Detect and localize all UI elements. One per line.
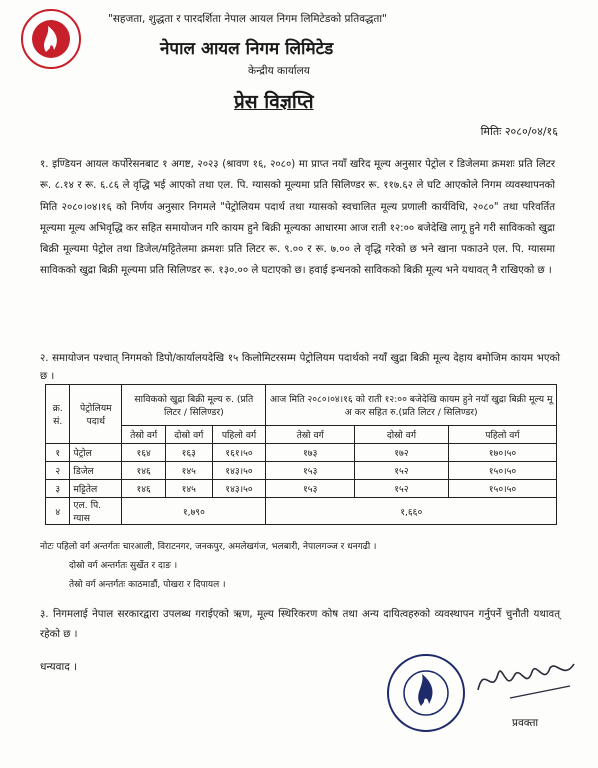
handwritten-signature — [470, 646, 580, 706]
paragraph-new-prices: २. समायोजन पश्चात् निगमको डिपो/कार्यालयदेखि १५ किलोमिटरसम्म पेट्रोलियम पदार्थको नयाँ खुद्रा बिक्री मूल्य देहाय बमोजिम कायम भएको छ । — [40, 353, 560, 382]
row-old-lpg: १,७९० — [122, 498, 266, 525]
row-product: पेट्रोल — [70, 444, 122, 462]
row-new-grade2: १५२ — [354, 462, 448, 480]
grade-2-header: दोस्रो वर्ग — [354, 426, 448, 444]
release-date: मितिः २०८०/०४/१६ — [480, 125, 558, 138]
table-row — [46, 498, 557, 525]
note-line-1: नोटः पहिलो वर्ग अन्तर्गतः चारआली, विराटनगर, जनकपुर, अमलेखगंज, भलबारी, नेपालगञ्ज र धनगढी । — [40, 542, 377, 552]
grade-1-header: पहिलो वर्ग — [448, 426, 556, 444]
spokesperson-label: प्रवक्ता — [512, 717, 539, 729]
note-line-2: दोस्रो वर्ग अन्तर्गतः सुर्खेत र दाङ । — [69, 561, 178, 571]
row-new-grade2: १५२ — [354, 480, 448, 498]
row-product: डिजेल — [70, 462, 122, 480]
row-new-grade1: १५०।५० — [448, 462, 556, 480]
grade-3-header: तेस्रो वर्ग — [122, 426, 166, 444]
row-old-grade3: १४६ — [122, 480, 166, 498]
row-old-grade2: १४५ — [166, 480, 213, 498]
paragraph-challenges: ३. निगमलाई नेपाल सरकारद्वारा उपलब्ध गराईएको ऋण, मूल्य स्थिरिकरण कोष तथा अन्य दायित्वहरुको व्यवस्थापन गर्नुपर्ने चुनौती यथावत् रहेको छ । — [40, 609, 560, 640]
col-header-old-price: साविकको खुद्रा बिक्री मूल्य रु. (प्रति लिटर / सिलिण्डर) — [122, 385, 266, 426]
row-old-grade1: १४३।५० — [212, 462, 266, 480]
org-name: नेपाल आयल निगम लिमिटेड — [160, 39, 334, 59]
row-new-grade3: १५३ — [266, 480, 355, 498]
page-title: प्रेस विज्ञप्ति — [234, 91, 314, 113]
row-new-grade1: १७०।५० — [448, 444, 556, 462]
grade-note — [40, 538, 376, 595]
row-new-grade2: १७२ — [354, 444, 448, 462]
col-header-sn: क्र. सं. — [46, 385, 70, 444]
row-sn: ४ — [46, 498, 70, 525]
col-header-new-price: आज मिति २०८०।०४।१६ को राती १२:०० बजेदेखि कायम हुने नयाँ खुद्रा बिक्री मूल्य मू अ कर सहित रु.(प्रति लिटर / सिलिण्डर) — [266, 385, 557, 426]
price-table — [45, 384, 557, 525]
org-tagline: "सहजता, शुद्धता र पारदर्शिता नेपाल आयल निगम लिमिटेडको प्रतिवद्धता" — [108, 13, 387, 25]
grade-1-header: पहिलो वर्ग — [212, 426, 266, 444]
office-name: केन्द्रीय कार्यालय — [248, 65, 310, 77]
row-new-grade3: १५३ — [266, 462, 355, 480]
row-old-grade1: १४३।५० — [212, 480, 266, 498]
paragraph-price-revision: १. इण्डियन आयल कर्पोरेसनबाट १ अगष्ट, २०२३ (श्रावण १६, २०८०) मा प्राप्त नयाँ खरिद मूल्य अनुसार पेट्रोल र डिजेलमा क्रमशः प्रति लिटर रू. ८.१४ र रू. ६.८६ ले वृद्धि भई आएको तथा एल. पि. ग्यासको मूल्यमा प्रति सिलिण्डर रू. ११७.६२ ले घटि आएकोले निगम व्यवस्थापनको मिति २०८०।०४।१६ को निर्णय अनुसार निगमले "पेट्रोलियम पदार्थ तथा ग्यासको स्वचालित मूल्य प्रणाली कार्यविधि, २०८०" तथा परिवर्तित मूल्यमा मूल्य अभिवृद्धि कर सहित समायोजन गरि कायम हुने बिक्री मूल्यका आधारमा आज राती १२:०० बजेदेखि लागू हुने गरी साविकको खुद्रा बिक्री मूल्यमा पेट्रोल तथा डिजेल/मट्टितेलमा क्रमशः प्रति लिटर रू. ९.०० र रू. ७.०० ले वृद्धि गरेको छ भने खाना पकाउने एल. पि. ग्यासमा साविकको खुद्रा बिक्री मूल्यमा प्रति सिलिण्डर रू. १३०.०० ले घटाएको छ। हवाई इन्धनको साविकको बिक्री मूल्य भने यथावत् नै राखिएको छ । — [40, 159, 555, 277]
table-row — [46, 480, 557, 498]
row-old-grade2: १६३ — [166, 444, 213, 462]
thanks-text: धन्यवाद । — [40, 661, 78, 673]
grade-2-header: दोस्रो वर्ग — [166, 426, 213, 444]
row-old-grade2: १४५ — [166, 462, 213, 480]
official-seal-icon — [385, 652, 467, 734]
col-header-product: पेट्रोलियम पदार्थ — [70, 385, 122, 444]
table-row — [46, 444, 557, 462]
row-old-grade3: १४६ — [122, 462, 166, 480]
row-old-grade1: १६१।५० — [212, 444, 266, 462]
row-sn: ३ — [46, 480, 70, 498]
row-product: मट्टितेल — [70, 480, 122, 498]
table-row — [46, 462, 557, 480]
noc-logo-icon — [20, 8, 82, 70]
note-line-3: तेस्रो वर्ग अन्तर्गतः काठमाडौं, पोखरा र दिपायल । — [69, 580, 226, 590]
row-product: एल. पि. ग्यास — [70, 498, 122, 525]
row-sn: १ — [46, 444, 70, 462]
row-new-grade3: १७३ — [266, 444, 355, 462]
row-sn: २ — [46, 462, 70, 480]
grade-3-header: तेस्रो वर्ग — [266, 426, 355, 444]
row-new-grade1: १५०।५० — [448, 480, 556, 498]
row-old-grade3: १६४ — [122, 444, 166, 462]
row-new-lpg: १,६६० — [266, 498, 557, 525]
